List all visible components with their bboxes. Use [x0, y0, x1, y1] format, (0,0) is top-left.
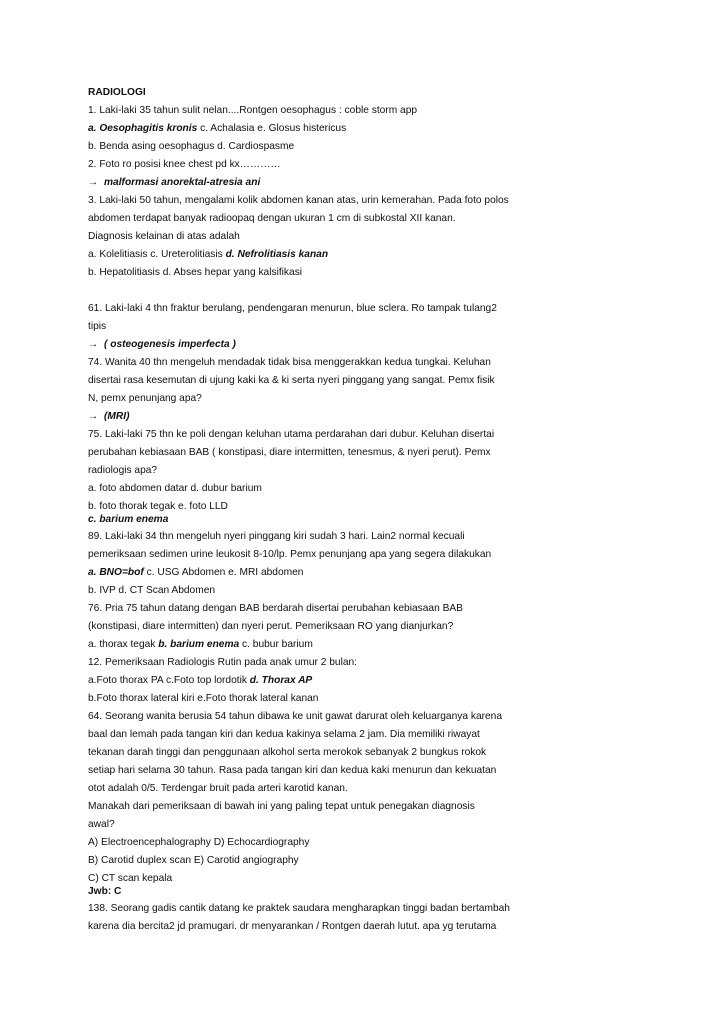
text-segment: malformasi anorektal-atresia ani — [104, 177, 261, 188]
text-segment: 76. Pria 75 tahun datang dengan BAB berdarah disertai perubahan kebiasaan BAB — [88, 603, 463, 614]
text-segment: Jwb: C — [88, 886, 122, 897]
text-segment: 1. Laki-laki 35 tahun sulit nelan....Rontgen oesophagus : coble storm app — [88, 105, 418, 116]
text-line — [88, 303, 497, 315]
text-segment: c. barium enema — [88, 514, 169, 525]
text-line — [88, 357, 491, 369]
text-segment: 138. Seorang gadis cantik datang ke praktek saudara mengharapkan tinggi badan bertambah — [88, 903, 510, 914]
text-line — [88, 339, 236, 351]
text-line — [88, 195, 509, 207]
text-line — [88, 231, 240, 243]
text-segment: 2. Foto ro posisi knee chest pd kx………… — [88, 159, 281, 170]
text-segment: C) CT scan kepala — [88, 873, 173, 884]
text-segment: baal dan lemah pada tangan kiri dan kedua kakinya selama 2 jam. Dia memiliki riwayat — [88, 729, 480, 740]
text-segment: karena dia bercita2 jd pramugari. dr menyarankan / Rontgen daerah lutut. apa yg terutama — [88, 921, 497, 932]
text-line — [88, 501, 228, 513]
text-segment: b. foto thorak tegak e. foto LLD — [88, 501, 228, 512]
text-line — [88, 711, 502, 723]
text-line — [88, 123, 346, 135]
text-segment: b. Benda asing oesophagus d. Cardiospasme — [88, 141, 295, 152]
text-segment: tipis — [88, 321, 107, 332]
text-segment: a. thorax tegak — [88, 639, 159, 650]
text-line — [88, 783, 348, 795]
text-segment: setiap hari selama 30 tahun. Rasa pada tangan kiri dan kedua kaki menurun dan kekuatan — [88, 765, 497, 776]
text-segment: 12. Pemeriksaan Radiologis Rutin pada anak umur 2 bulan: — [88, 657, 357, 668]
text-line — [88, 159, 281, 171]
text-line — [88, 819, 115, 831]
text-segment: 61. Laki-laki 4 thn fraktur berulang, pendengaran menurun, blue sclera. Ro tampak tulang2 — [88, 303, 497, 314]
text-line — [88, 567, 303, 579]
text-line — [88, 693, 318, 705]
text-line — [88, 903, 510, 915]
text-segment: perubahan kebiasaan BAB ( konstipasi, diare intermitten, tenesmus, & nyeri perut). Pemx — [88, 447, 491, 458]
text-line — [88, 855, 299, 867]
text-line — [88, 213, 456, 225]
text-line — [88, 585, 215, 597]
text-segment: disertai rasa kesemutan di ujung kaki ka & ki serta nyeri pinggang yang sangat. Pemx fisik — [88, 375, 495, 386]
text-segment: b. barium enema — [158, 639, 240, 650]
text-line — [88, 729, 480, 741]
text-segment: 75. Laki-laki 75 thn ke poli dengan keluhan utama perdarahan dari dubur. Keluhan disertai — [88, 429, 495, 440]
text-line — [88, 465, 157, 477]
text-segment: a.Foto thorax PA c.Foto top lordotik — [88, 675, 250, 686]
text-segment: a. BNO=bof — [88, 567, 144, 578]
text-segment: 89. Laki-laki 34 thn mengeluh nyeri pinggang kiri sudah 3 hari. Lain2 normal kecuali — [88, 531, 465, 542]
text-line — [88, 411, 129, 423]
text-line — [88, 886, 121, 898]
text-line — [88, 603, 463, 615]
text-segment: c. Achalasia e. Glosus histericus — [197, 123, 347, 134]
text-line — [88, 375, 495, 387]
text-line — [88, 837, 309, 849]
text-segment: a. Kolelitiasis c. Ureterolitiasis — [88, 249, 226, 260]
text-segment: otot adalah 0/5. Terdengar bruit pada arteri karotid kanan. — [88, 783, 348, 794]
text-line — [88, 429, 494, 441]
text-line — [88, 657, 357, 669]
text-segment: b. Hepatolitiasis d. Abses hepar yang kalsifikasi — [88, 267, 303, 278]
text-line — [88, 747, 486, 759]
text-line — [88, 141, 294, 153]
text-segment: a. Oesophagitis kronis — [88, 123, 198, 134]
text-segment: radiologis apa? — [88, 465, 158, 476]
text-line — [88, 249, 328, 261]
text-segment: 3. Laki-laki 50 tahun, mengalami kolik abdomen kanan atas, urin kemerahan. Pada foto polos — [88, 195, 509, 206]
text-segment: Manakah dari pemeriksaan di bawah ini yang paling tepat untuk penegakan diagnosis — [88, 801, 475, 812]
text-segment: (konstipasi, diare intermitten) dan nyeri perut. Pemeriksaan RO yang dianjurkan? — [88, 621, 454, 632]
text-line — [88, 765, 496, 777]
text-line — [88, 531, 465, 543]
text-segment: A) Electroencephalography D) Echocardiography — [88, 837, 310, 848]
text-line — [88, 177, 260, 189]
text-segment: tekanan darah tinggi dan penggunaan alkohol serta merokok sebanyak 2 bungkus rokok — [88, 747, 487, 758]
text-segment: b.Foto thorax lateral kiri e.Foto thorak lateral kanan — [88, 693, 319, 704]
arrow-icon: → — [88, 411, 99, 422]
text-line — [88, 447, 491, 459]
text-segment: c. bubur barium — [239, 639, 313, 650]
text-segment: abdomen terdapat banyak radioopaq dengan ukuran 1 cm di subkostal XII kanan. — [88, 213, 456, 224]
text-segment: 74. Wanita 40 thn mengeluh mendadak tidak bisa menggerakkan kedua tungkai. Keluhan — [88, 357, 491, 368]
text-segment: awal? — [88, 819, 115, 830]
text-line — [88, 393, 202, 405]
text-segment: b. IVP d. CT Scan Abdomen — [88, 585, 216, 596]
text-line — [88, 639, 313, 651]
arrow-icon: → — [88, 339, 99, 350]
arrow-icon: → — [88, 177, 99, 188]
text-segment: ( osteogenesis imperfecta ) — [104, 339, 236, 350]
text-line — [88, 921, 496, 933]
text-line — [88, 321, 106, 333]
text-line — [88, 675, 312, 687]
text-line — [88, 801, 475, 813]
text-segment: (MRI) — [104, 411, 130, 422]
text-segment: d. Thorax AP — [249, 675, 313, 686]
text-segment: pemeriksaan sedimen urine leukosit 8-10/lp. Pemx penunjang apa yang segera dilakukan — [88, 549, 492, 560]
text-segment: d. Nefrolitiasis kanan — [225, 249, 329, 260]
text-segment: c. USG Abdomen e. MRI abdomen — [143, 567, 304, 578]
text-segment: a. foto abdomen datar d. dubur barium — [88, 483, 262, 494]
text-line — [88, 549, 491, 561]
text-line — [88, 483, 262, 495]
document-title: RADIOLOGI — [88, 87, 146, 98]
text-segment: N, pemx penunjang apa? — [88, 393, 202, 404]
text-segment: Diagnosis kelainan di atas adalah — [88, 231, 240, 242]
text-segment: B) Carotid duplex scan E) Carotid angiography — [88, 855, 299, 866]
text-line — [88, 873, 172, 885]
text-line — [88, 267, 302, 279]
text-line — [88, 514, 168, 526]
text-line — [88, 105, 417, 117]
text-segment: 64. Seorang wanita berusia 54 tahun dibawa ke unit gawat darurat oleh keluarganya karena — [88, 711, 503, 722]
text-line — [88, 621, 453, 633]
